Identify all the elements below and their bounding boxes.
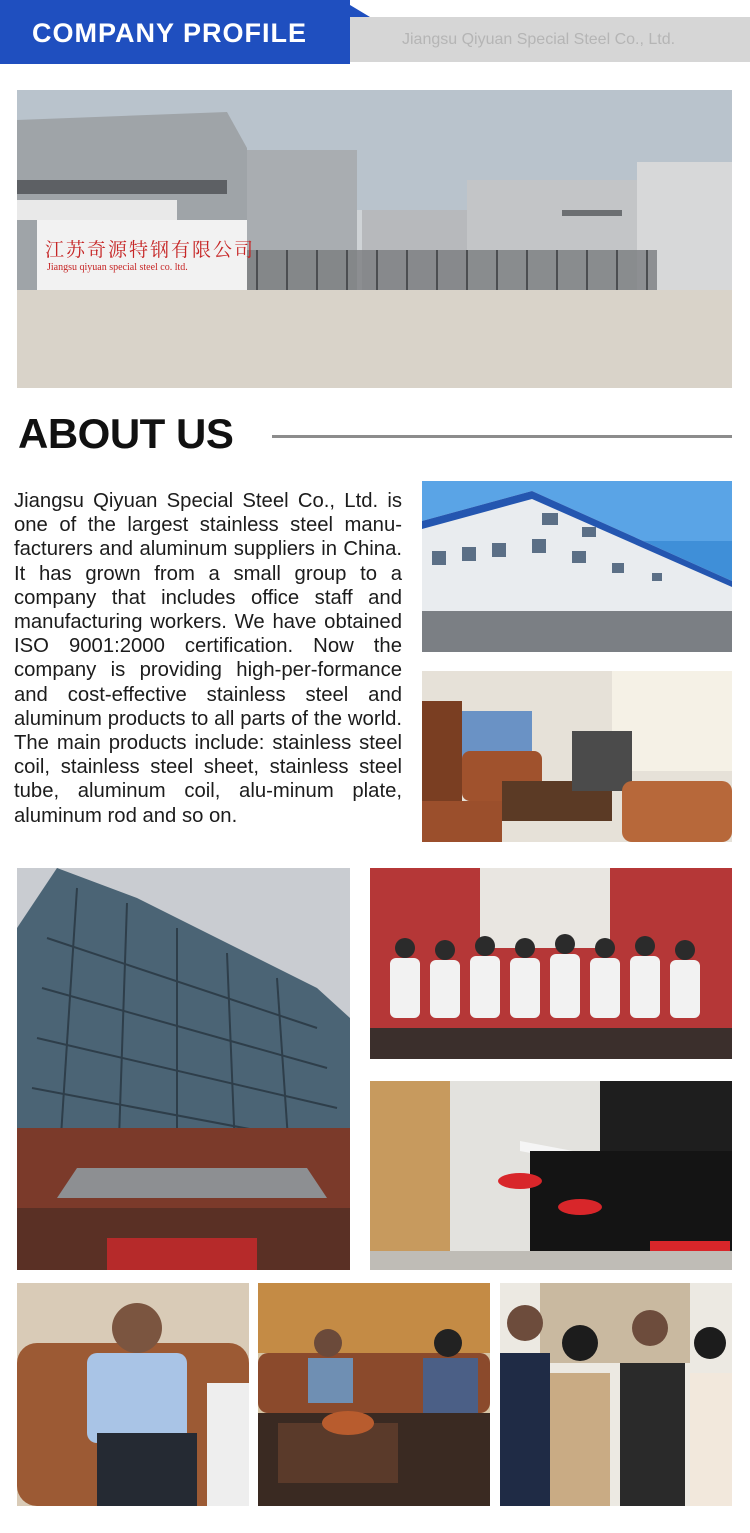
header-title: COMPANY PROFILE bbox=[32, 18, 308, 48]
team-group-photo bbox=[370, 868, 732, 1059]
warehouse-photo bbox=[422, 481, 732, 652]
visitor-sofa-photo bbox=[17, 1283, 249, 1506]
staff-visitors-photo bbox=[500, 1283, 732, 1506]
office-lounge-photo bbox=[422, 671, 732, 842]
header-corner-accent bbox=[350, 5, 370, 17]
about-divider bbox=[272, 435, 732, 438]
reception-desk-photo bbox=[370, 1081, 732, 1270]
header-subtitle: Jiangsu Qiyuan Special Steel Co., Ltd. bbox=[402, 31, 676, 48]
about-text: Jiangsu Qiyuan Special Steel Co., Ltd. is one of the largest stainless steel manu-facturers and aluminum suppliers in China. It has grown from a small group to a company that includes office staff and manufacturing workers. We have obtained ISO 9001:2000 certification. Now the company is providing high-per-formance and cost-effective stainless steel and aluminum products to all parts of the world. The main products include: stainless steel coil, stainless steel sheet, stainless steel tube, aluminum coil, alu-minum plate, aluminum rod and so on. bbox=[14, 490, 402, 827]
gate-sign-english: Jiangsu qiyuan special steel co. ltd. bbox=[47, 262, 188, 273]
gate-sign-chinese: 江苏奇源特钢有限公司 bbox=[45, 239, 256, 261]
factory-gate-photo bbox=[17, 90, 732, 388]
profile-header bbox=[0, 0, 750, 64]
office-tower-photo bbox=[17, 868, 350, 1270]
about-title: ABOUT US bbox=[18, 410, 234, 457]
tea-meeting-photo bbox=[258, 1283, 490, 1506]
